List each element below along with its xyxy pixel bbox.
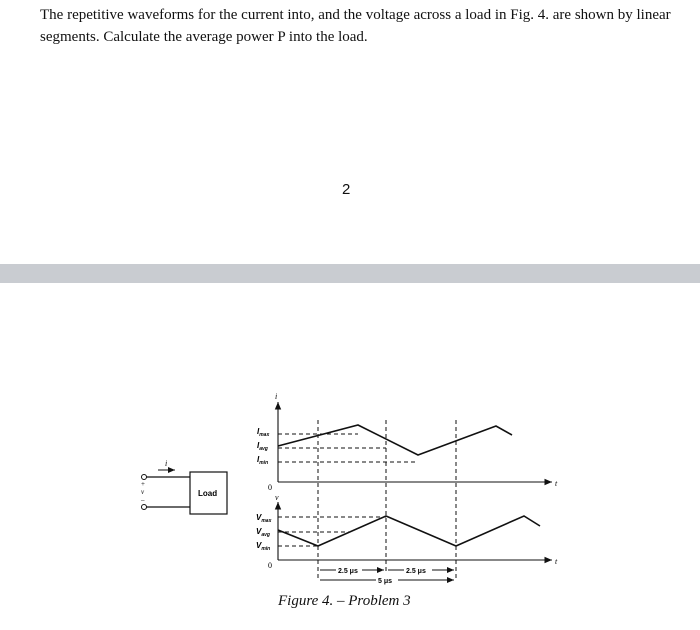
terminal-top — [142, 475, 147, 480]
current-plot — [257, 392, 558, 492]
load-label: Load — [198, 489, 218, 498]
terminal-minus-label: – — [141, 496, 145, 504]
current-waveform — [278, 425, 512, 455]
current-label: i — [165, 459, 168, 468]
current-origin-label: 0 — [268, 483, 272, 492]
page-divider — [0, 264, 700, 283]
load-circuit — [140, 459, 227, 514]
period-label: 5 μs — [378, 578, 393, 585]
page-number: 2 — [342, 181, 351, 198]
half-period-1-label: 2.5 μs — [338, 568, 358, 575]
voltage-axis-label: v — [275, 493, 279, 502]
time-dimensions — [320, 568, 454, 585]
figure-caption: Figure 4. – Problem 3 — [278, 593, 411, 609]
question-text: The repetitive waveforms for the current into, and the voltage across a load in Fig. 4. are shown by linear segments. Calculate the average power P into the load. — [40, 7, 671, 45]
v-avg-label: $V_{avg}$ — [256, 527, 270, 538]
i-min-label: $I_{min}$ — [257, 455, 269, 466]
i-avg-label: $I_{avg}$ — [257, 441, 268, 452]
time-markers — [318, 420, 456, 580]
i-max-label: $I_{max}$ — [257, 427, 270, 438]
terminal-bottom — [142, 505, 147, 510]
half-period-2-label: 2.5 μs — [406, 568, 426, 575]
voltage-origin-label: 0 — [268, 561, 272, 570]
terminal-plus-label: + — [141, 480, 145, 488]
current-axis-label: i — [275, 392, 278, 401]
v-min-label: $V_{min}$ — [256, 541, 271, 552]
v-max-label: $V_{max}$ — [256, 513, 272, 524]
voltage-time-label: t — [555, 557, 558, 566]
current-time-label: t — [555, 479, 558, 488]
voltage-plot — [256, 493, 558, 570]
terminal-v-label: v — [141, 488, 145, 496]
voltage-waveform — [278, 516, 540, 546]
